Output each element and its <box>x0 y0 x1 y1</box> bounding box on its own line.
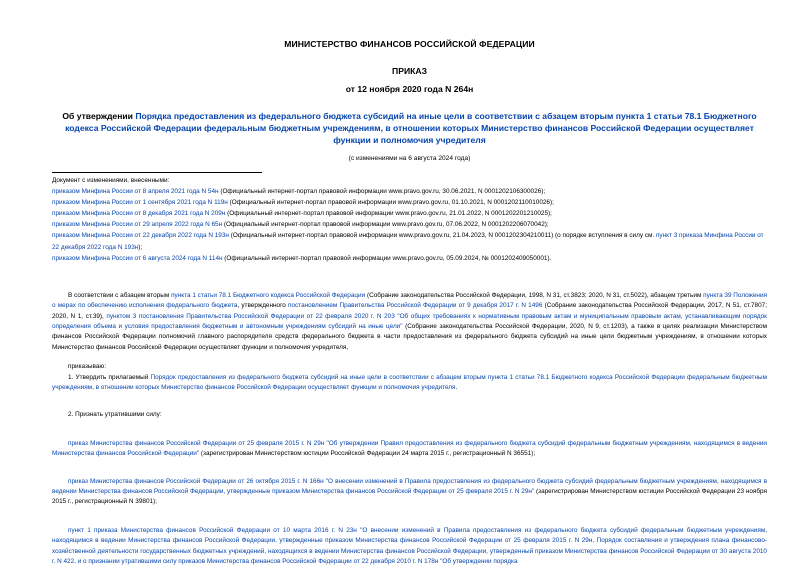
procedure-link[interactable]: Порядок предоставления из федерального бюджета субсидий на иные цели в соответствии с абзацем вторым пункта 1 статьи 78.1 Бюджетного кодекса Российской Федерации федеральным бюджетным учреждениям, в отношении которых Министерство финансов Российской Федерации осуществляет функции и полномочия учредителя <box>52 373 767 391</box>
repealed-link[interactable]: приказ Министерства финансов Российской Федерации от 25 февраля 2015 г. N 29н "Об утверждении Правил предоставления из федерального бюджета субсидий федеральным бюджетным учреждениям, находящимся в ведении Министерства финансов Российской Федерации" <box>52 439 767 458</box>
ministry-heading: МИНИСТЕРСТВО ФИНАНСОВ РОССИЙСКОЙ ФЕДЕРАЦИИ <box>284 39 535 49</box>
repealed-order-3 <box>52 526 767 568</box>
change-link[interactable]: приказом Минфина России от 8 апреля 2021 года N 54н <box>52 188 219 196</box>
item-1-paragraph <box>52 373 767 394</box>
date-number-heading: от 12 ноября 2020 года N 264н <box>345 84 474 94</box>
order-word: приказываю: <box>68 363 106 371</box>
text-run: . <box>455 384 458 391</box>
text-run: В соответствии с абзацем вторым <box>68 291 172 299</box>
change-text: (Официальный интернет-портал правовой информации www.pravo.gov.ru, 21.01.2022, N 0001202201210025); <box>225 210 552 218</box>
change-link[interactable]: приказом Минфина России от 6 августа 2024 года N 114н <box>52 254 223 262</box>
change-item <box>52 219 767 230</box>
change-text: (Официальный интернет-портал правовой информации www.pravo.gov.ru, 01.10.2021, N 0001202110010026); <box>227 199 554 207</box>
law-link[interactable]: пунктом 3 постановления Правительства Российской Федерации от 22 февраля 2020 г. N 203 "Об общих требованиях к нормативным правовым актам и муниципальным правовым актам, устанавливающим порядок определения объема и условия предоставления бюджетным и автономным учреждениям субсидий на иные цели" <box>52 312 767 330</box>
change-link-secondary[interactable]: пункт 3 приказа Минфина России от 22 декабря 2022 года N 193н <box>52 232 764 251</box>
change-item <box>52 208 767 219</box>
law-link[interactable]: постановлением Правительства Российской Федерации от 9 декабря 2017 г. N 1496 <box>288 302 543 310</box>
change-link[interactable]: приказом Минфина России от 8 декабря 2021 года N 209н <box>52 210 226 218</box>
repealed-order-1 <box>52 439 767 460</box>
text-run: (зарегистрирован Министерством юстиции Российской Федерации 23 ноября 2015 г., регистрационный N 39801); <box>52 488 767 506</box>
law-link[interactable]: пункта 1 статьи 78.1 Бюджетного кодекса Российской Федерации <box>171 291 366 299</box>
change-link[interactable]: приказом Минфина России от 22 декабря 2022 года N 193н <box>52 232 229 240</box>
law-link[interactable]: пункта 39 Положения о мерах по обеспечению исполнения федерального бюджета <box>52 291 767 310</box>
repealed-order-2 <box>52 477 767 508</box>
text-run: 1. Утвердить прилагаемый <box>68 373 151 381</box>
change-text: (Официальный интернет-портал правовой информации www.pravo.gov.ru, 30.06.2021, N 0001202106300026); <box>218 188 546 196</box>
edited-note: (с изменениями на 6 августа 2024 года) <box>348 155 471 162</box>
doc-type-heading: ПРИКАЗ <box>392 66 427 76</box>
text-run: (зарегистрирован Министерством юстиции Российской Федерации 24 марта 2015 г., регистрационный N 36551); <box>199 450 536 458</box>
document-title <box>52 110 767 146</box>
change-text-secondary: ); <box>138 243 143 251</box>
text-run: (Собрание законодательства Российской Федерации, 2017, N 51, ст.7807; 2020, N 1, ст.39), <box>52 302 767 320</box>
change-link[interactable]: приказом Минфина России от 1 сентября 2021 года N 119н <box>52 199 228 207</box>
changes-block <box>52 175 767 264</box>
title-prefix: Об утверждении <box>62 111 136 121</box>
change-link[interactable]: приказом Минфина России от 29 апреля 2022 года N 65н <box>52 221 223 229</box>
change-item <box>52 186 767 197</box>
changes-intro: Документ с изменениями, внесенными: <box>52 177 170 184</box>
preamble-paragraph <box>52 291 767 353</box>
change-text: (Официальный интернет-портал правовой информации www.pravo.gov.ru, 05.09.2024, № 0001202409050001). <box>222 254 552 262</box>
text-run: (Собрание законодательства Российской Федерации, 2020, N 9, ст.1203), а также в целях реализации Министерством финансов Российской Федерации полномочий главного распорядителя средств федерального бюджета в части предоставления из федерального бюджета субсидий на иные цели бюджетным учреждениям, в отношении которых Министерство финансов Российской Федерации осуществляет функции и полномочия учредителя, <box>52 322 767 351</box>
change-item <box>52 197 767 208</box>
change-text: (Официальный интернет-портал правовой информации www.pravo.gov.ru, 07.06.2022, N 0001202206070042); <box>222 221 549 229</box>
text-run: , утвержденного <box>237 302 289 310</box>
repealed-link[interactable]: пункт 1 приказа Министерства финансов Российской Федерации от 10 марта 2016 г. N 23н "О внесении изменений в Правила предоставления из федерального бюджета субсидий федеральным бюджетным учреждениям, находящимся в ведении Министерства финансов Российской Федерации, утвержденные приказом Министерства финансов Российской Федерации от 25 февраля 2015 г. N 29н, Порядок составления и утверждения плана финансово-хозяйственной деятельности государственных бюджетных учреждений, находящихся в ведении Министерства финансов Российской Федерации, утвержденный приказом Министерства финансов Российской Федерации от 30 августа 2010 г. N 422, и о признании утратившими силу приказов Министерства финансов Российской Федерации от 22 декабря 2010 г. N 178н "Об утверждении порядка <box>52 526 767 566</box>
change-item <box>52 253 767 264</box>
title-link[interactable]: Порядка предоставления из федерального бюджета субсидий на иные цели в соответствии с абзацем вторым пункта 1 статьи 78.1 Бюджетного кодекса Российской Федерации федеральным бюджетным учреждениям, в отношении которых Министерство финансов Российской Федерации осуществляет функции и полномочия учредителя <box>65 111 757 145</box>
item-2-paragraph: 2. Признать утратившими силу: <box>68 411 162 419</box>
change-item <box>52 230 767 252</box>
repealed-link[interactable]: приказ Министерства финансов Российской Федерации от 26 октября 2015 г. N 166н "О внесении изменений в Правила предоставления из федерального бюджета субсидий федеральным бюджетным учреждениям, находящимся в ведении Министерства финансов Российской Федерации, утвержденные приказом Министерства финансов Российской Федерации от 25 февраля 2015 г. N 29н" <box>52 477 767 496</box>
separator-line <box>52 172 262 173</box>
change-text: (Официальный интернет-портал правовой информации www.pravo.gov.ru, 21.04.2023, N 0001202304210011) (о порядке вступления в силу см. <box>228 232 656 240</box>
text-run: (Собрание законодательства Российской Федерации, 1998, N 31, ст.3823; 2020, N 31, ст.5022), абзацем третьим <box>365 291 704 299</box>
